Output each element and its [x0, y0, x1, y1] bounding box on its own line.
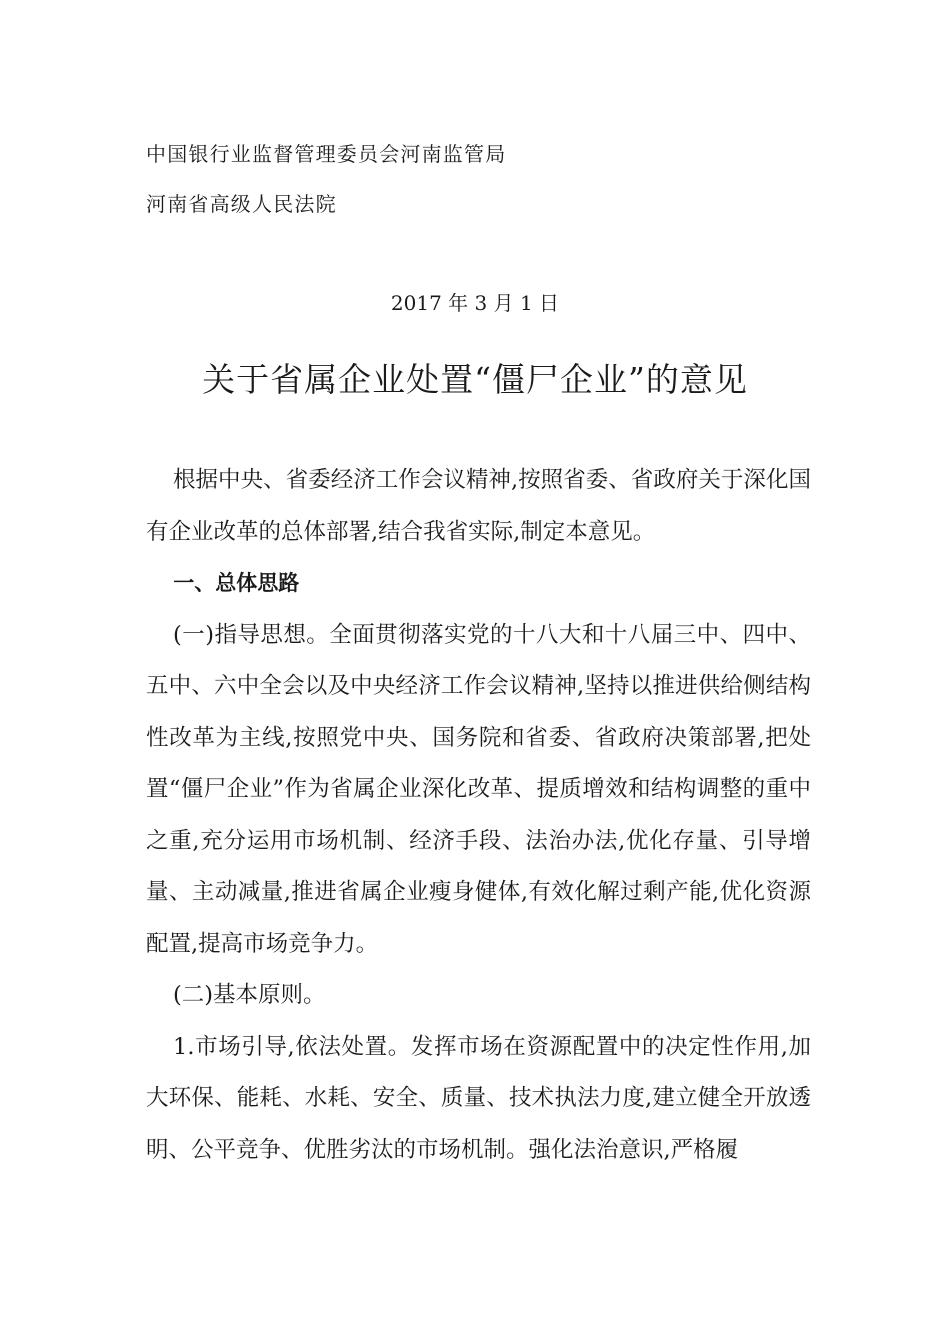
paragraph: 1.市场引导,依法处置。发挥市场在资源配置中的决定性作用,加大环保、能耗、水耗、安全、质量、技术执法力度,建立健全开放透明、公平竞争、优胜劣汰的市场机制。强化法治意识,严格履	[146, 1033, 811, 1163]
section-heading: 一、总体思路	[173, 571, 300, 595]
document-title: 关于省属企业处置“僵尸企业”的意见	[202, 360, 748, 399]
paragraph: (二)基本原则。	[173, 982, 326, 1008]
paragraph: 根据中央、省委经济工作会议精神,按照省委、省政府关于深化国有企业改革的总体部署,结合我省实际,制定本意见。	[146, 467, 811, 545]
document-date: 2017 年 3 月 1 日	[390, 291, 560, 315]
issuer-line: 中国银行业监督管理委员会河南监管局	[146, 142, 507, 166]
paragraph: (一)指导思想。全面贯彻落实党的十八大和十八届三中、四中、五中、六中全会以及中央经济工作会议精神,坚持以推进供给侧结构性改革为主线,按照党中央、国务院和省委、省政府决策部署,把处置“僵尸企业”作为省属企业深化改革、提质增效和结构调整的重中之重,充分运用市场机制、经济手段、法治办法,优化存量、引导增量、主动减量,推进省属企业瘦身健体,有效化解过剩产能,优化资源配置,提高市场竞争力。	[146, 621, 811, 957]
document-body	[146, 455, 811, 1176]
issuer-line: 河南省高级人民法院	[146, 192, 337, 216]
